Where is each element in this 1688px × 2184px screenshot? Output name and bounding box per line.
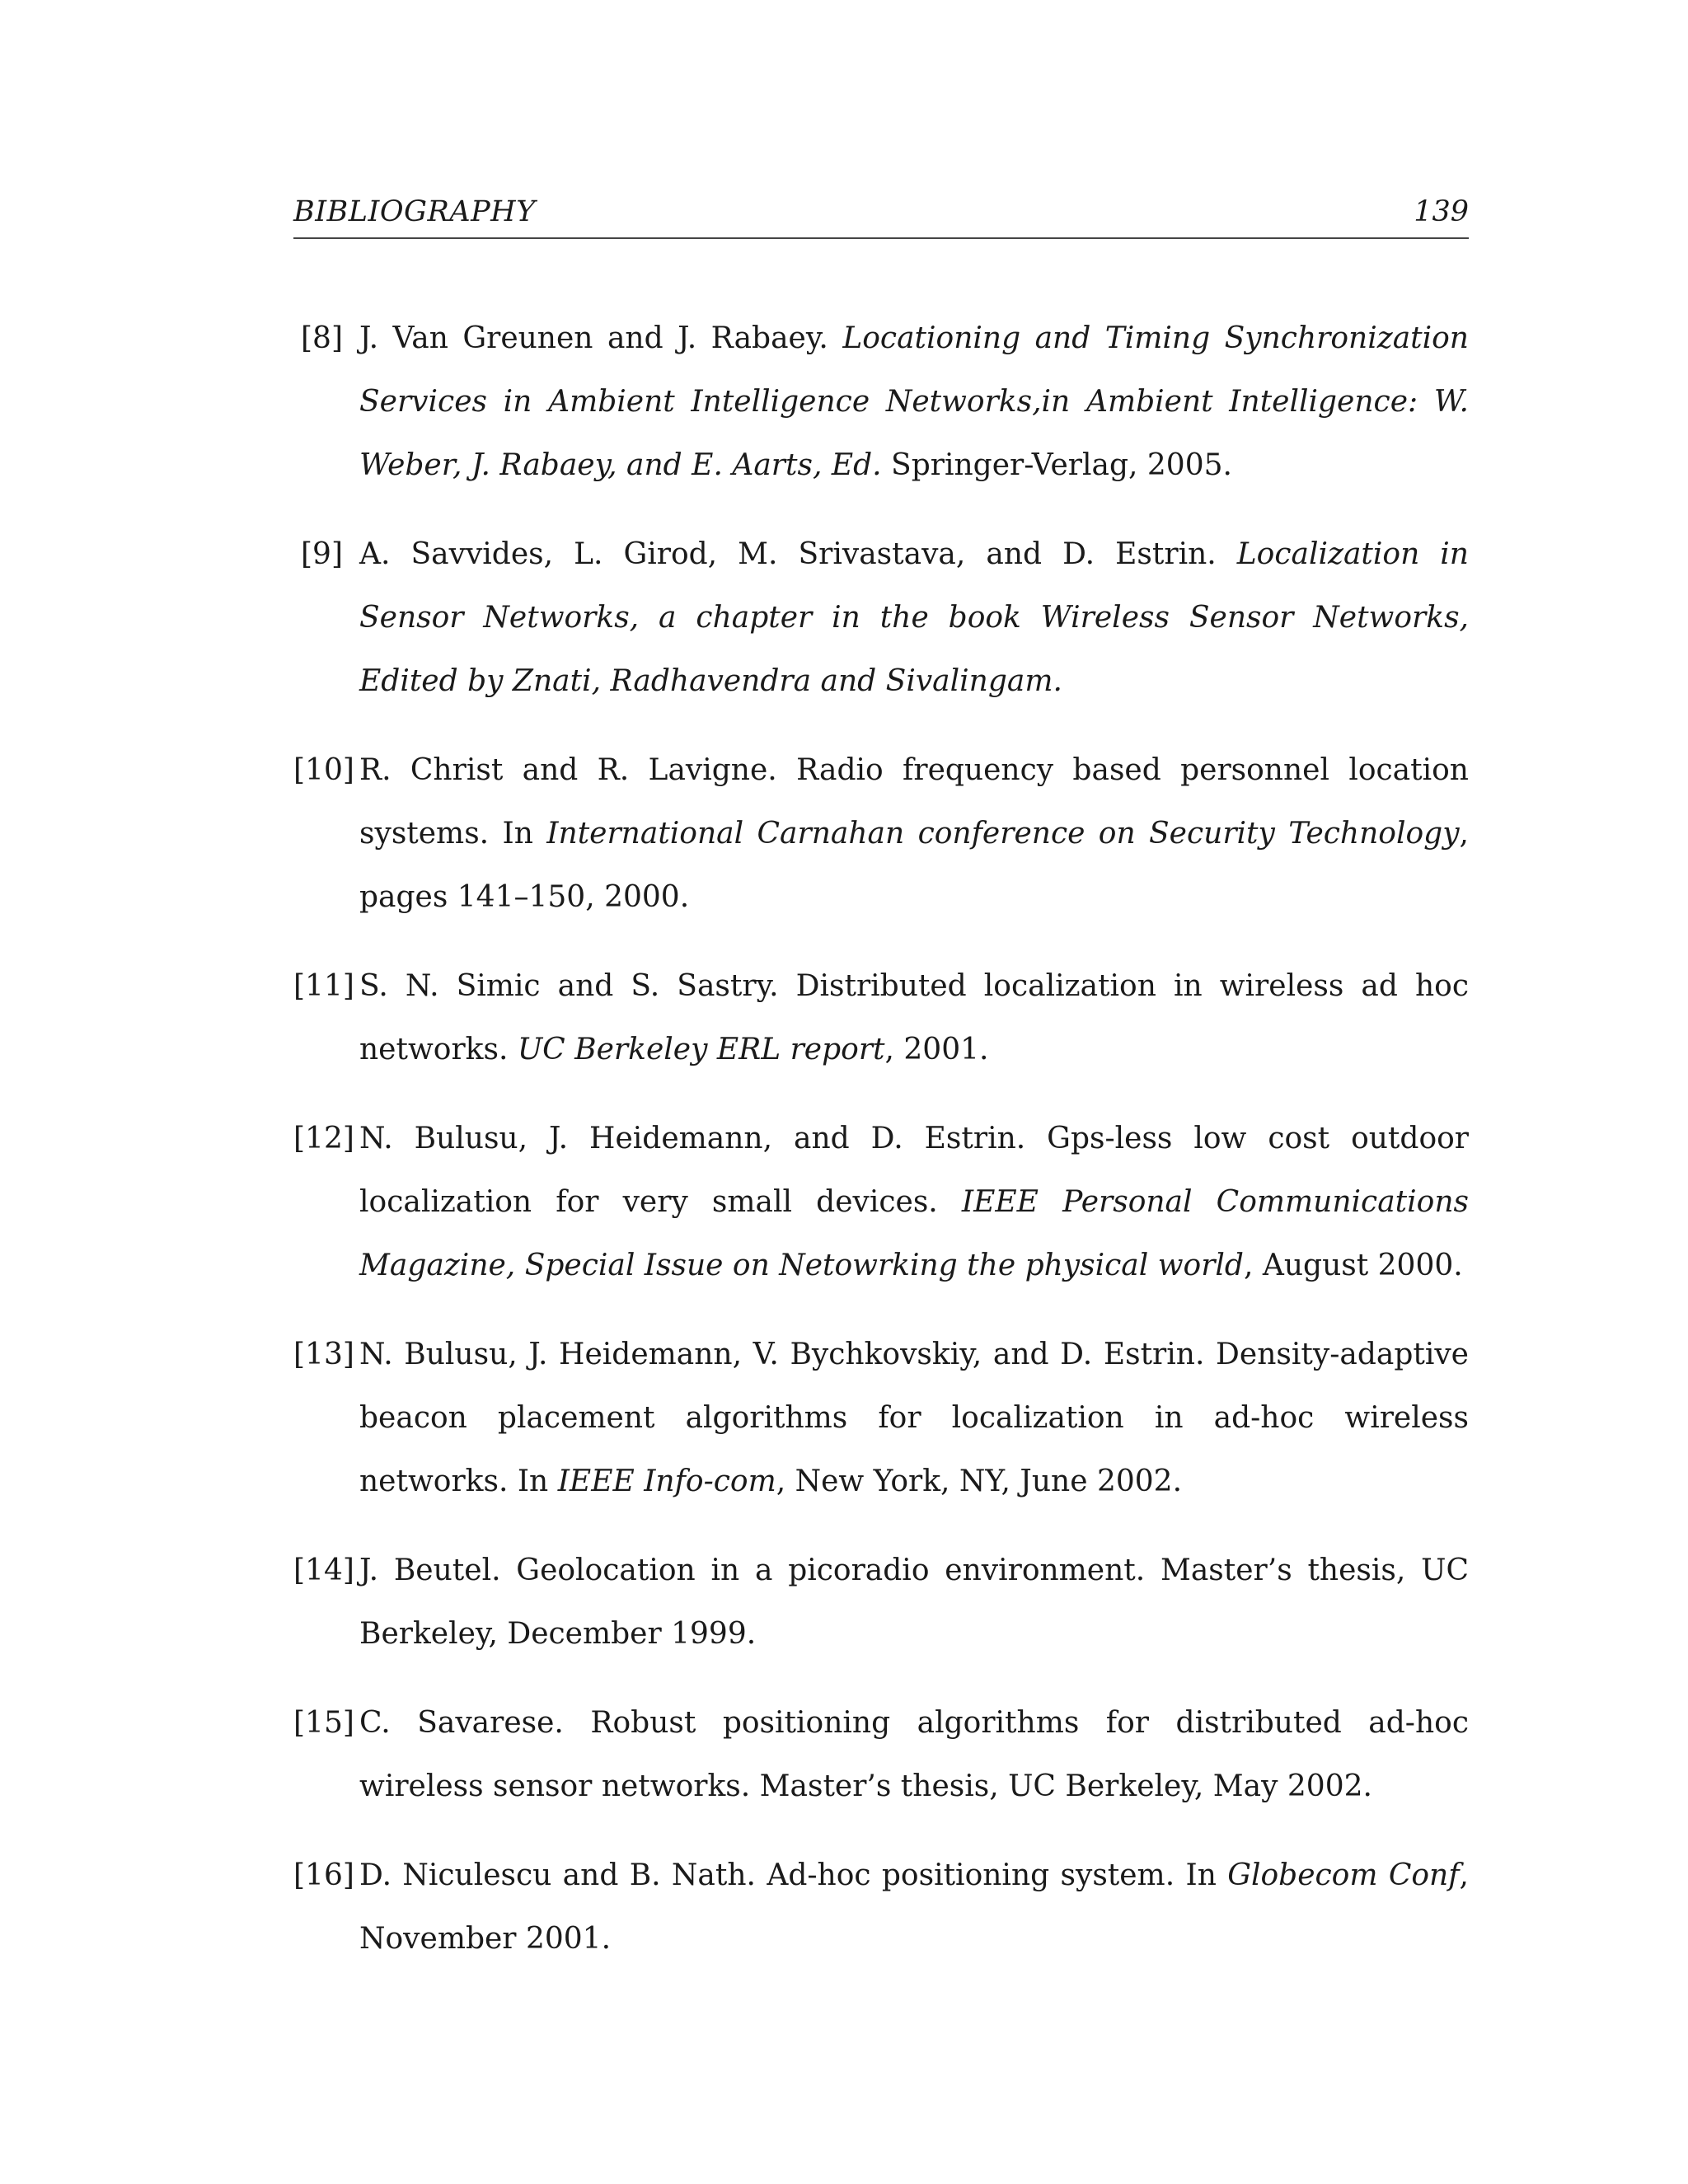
reference-item [293, 1323, 1469, 1513]
reference-list [293, 307, 1469, 1996]
reference-segment-italic: Localization in Sensor Networks, a chapter in the book Wireless Sensor Networks, Edited by Znati, Radhavendra and Sivalingam. [359, 537, 1469, 698]
reference-segment: C. Savarese. Robust positioning algorithms for distributed ad-hoc wireless sensor networks. Master’s thesis, UC Berkeley, May 2002. [359, 1706, 1469, 1803]
reference-text [359, 523, 1469, 713]
reference-segment-italic: Globecom Conf [1227, 1858, 1460, 1892]
reference-segment: N. Bulusu, J. Heidemann, and D. Estrin. Gps-less low cost outdoor localization for very small devices. [359, 1122, 1469, 1219]
reference-number: [12] [293, 1122, 354, 1155]
reference-segment: , New York, NY, June 2002. [776, 1465, 1183, 1498]
page-number: 139 [1414, 195, 1469, 228]
reference-segment: A. Savvides, L. Girod, M. Srivastava, and D. Estrin. [359, 537, 1237, 571]
reference-number: [15] [293, 1706, 354, 1740]
reference-item [293, 1107, 1469, 1297]
reference-segment-italic: International Carnahan conference on Security Technology [546, 817, 1460, 851]
reference-segment-italic: IEEE Info-com [557, 1465, 776, 1498]
reference-segment: , 2001. [884, 1033, 989, 1066]
reference-text [359, 1691, 1469, 1818]
reference-item [293, 1844, 1469, 1971]
reference-text [359, 1107, 1469, 1297]
reference-number: [11] [293, 969, 354, 1003]
reference-segment: J. Beutel. Geolocation in a picoradio environment. Master’s thesis, UC Berkeley, December 1999. [359, 1554, 1469, 1651]
reference-segment: , November 2001. [359, 1858, 1469, 1956]
reference-number: [10] [293, 753, 354, 787]
reference-segment: , August 2000. [1243, 1249, 1463, 1282]
reference-text [359, 738, 1469, 929]
reference-item [293, 1691, 1469, 1818]
running-head-title: BIBLIOGRAPHY [293, 195, 536, 228]
reference-text [359, 1844, 1469, 1971]
reference-item [293, 954, 1469, 1081]
page-header [293, 191, 1469, 239]
reference-segment-italic: Locationing and Timing Synchronization Services in Ambient Intelligence Networks,in Ambient Intelligence: W. Weber, J. Rabaey, and E. Aarts, Ed. [359, 321, 1469, 482]
reference-item [293, 1539, 1469, 1666]
reference-segment-italic: IEEE Personal Communications Magazine, Special Issue on Netowrking the physical world [359, 1185, 1469, 1282]
reference-number: [8] [301, 321, 343, 355]
reference-segment: R. Christ and R. Lavigne. Radio frequency based personnel location systems. In [359, 753, 1469, 851]
reference-text [359, 954, 1469, 1081]
reference-number: [16] [293, 1858, 354, 1892]
reference-text [359, 1323, 1469, 1513]
reference-text [359, 307, 1469, 497]
reference-segment: S. N. Simic and S. Sastry. Distributed localization in wireless ad hoc networks. [359, 969, 1469, 1066]
reference-number: [13] [293, 1338, 354, 1371]
reference-segment: D. Niculescu and B. Nath. Ad-hoc positioning system. In [359, 1858, 1228, 1892]
reference-number: [9] [301, 537, 343, 571]
reference-number: [14] [293, 1554, 354, 1587]
reference-item [293, 523, 1469, 713]
reference-segment: N. Bulusu, J. Heidemann, V. Bychkovskiy, and D. Estrin. Density-adaptive beacon placement algorithms for localization in ad-hoc wireless networks. In [359, 1338, 1469, 1498]
reference-item [293, 738, 1469, 929]
reference-text [359, 1539, 1469, 1666]
reference-segment-italic: UC Berkeley ERL report [517, 1033, 885, 1066]
reference-segment: Springer-Verlag, 2005. [881, 448, 1232, 482]
reference-segment: , pages 141–150, 2000. [359, 817, 1469, 914]
reference-segment: J. Van Greunen and J. Rabaey. [359, 321, 843, 355]
reference-item [293, 307, 1469, 497]
